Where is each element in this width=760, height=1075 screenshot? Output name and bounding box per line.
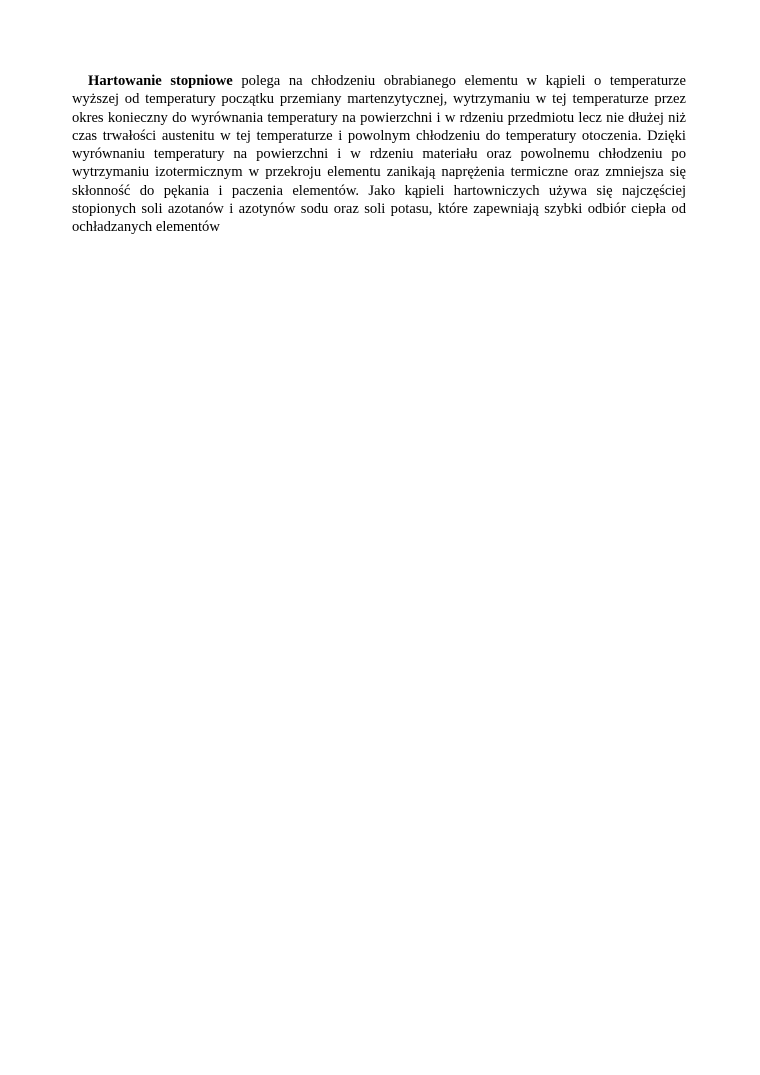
paragraph-bold-lead: Hartowanie stopniowe xyxy=(88,73,233,89)
paragraph-body-text: polega na chłodzeniu obrabianego elementu w kąpieli o temperaturze wyższej od temperatury początku przemiany martenzytycznej, wytrzymaniu w tej temperaturze przez okres konieczny do wyrównania temperatury na powierzchni i w rdzeniu przedmiotu lecz nie dłużej niż czas trwałości austenitu w tej temperaturze i powolnym chłodzeniu do temperatury otoczenia. Dzięki wyrównaniu temperatury na powierzchni i w rdzeniu materiału oraz powolnemu chłodzeniu po wytrzymaniu izotermicznym w przekroju elementu zanikają naprężenia termiczne oraz zmniejsza się skłonność do pękania i paczenia elementów. Jako kąpieli hartowniczych używa się najczęściej stopionych soli azotanów i azotynów sodu oraz soli potasu, które zapewniają szybki odbiór ciepła od ochładzanych elementów xyxy=(72,73,686,236)
body-paragraph xyxy=(72,72,686,237)
